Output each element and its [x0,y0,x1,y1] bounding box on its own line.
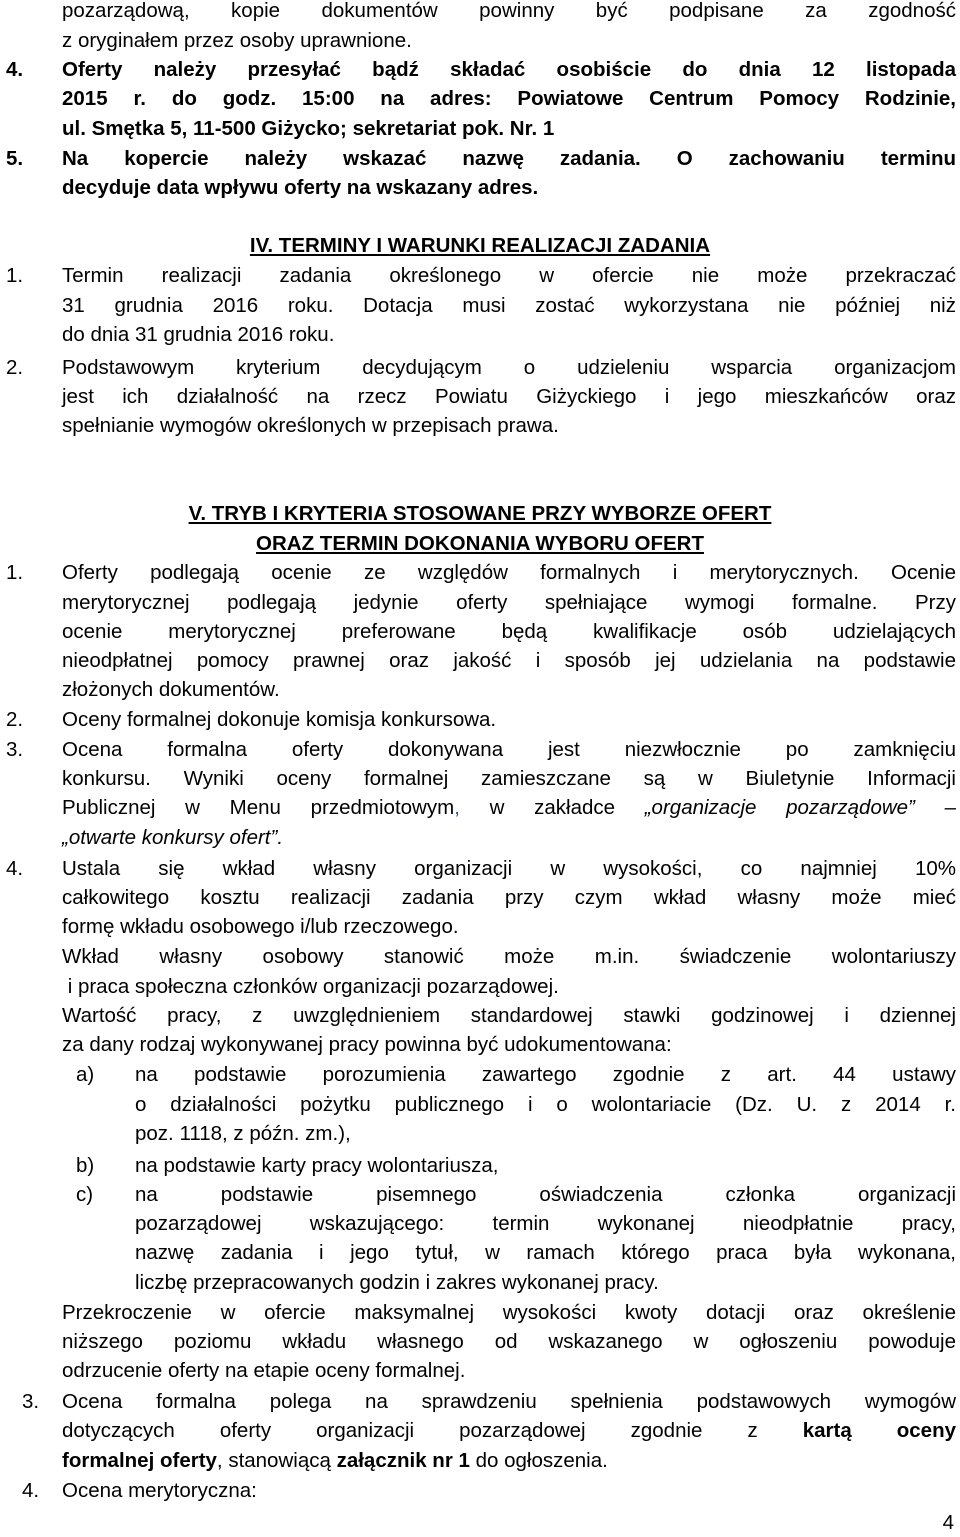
paragraph-line: ocenie merytorycznej preferowane będą kwalifikacje osób udzielających [62,620,956,643]
text-run: Publicznej w Menu przedmiotowym [62,796,455,819]
paragraph-line: Ustala się wkład własny organizacji w wysokości, co najmniej 10% [62,857,956,880]
list-number: 4. [6,857,24,880]
text-run-bold: załącznik nr 1 [336,1449,470,1472]
paragraph-line: liczbę przepracowanych godzin i zakres wykonanej pracy. [135,1271,659,1294]
paragraph-line: poz. 1118, z późn. zm.), [135,1122,351,1145]
paragraph-line: Ocena merytoryczna: [62,1479,257,1502]
paragraph-line: Oceny formalnej dokonuje komisja konkursowa. [62,708,497,731]
paragraph-line: spełnianie wymogów określonych w przepisach prawa. [62,414,559,437]
paragraph-line: 2015 r. do godz. 15:00 na adres: Powiatowe Centrum Pomocy Rodzinie, [62,87,956,110]
paragraph-line: decyduje data wpływu oferty na wskazany adres. [62,176,539,199]
list-number: 3. [22,1390,40,1413]
section-heading: IV. TERMINY I WARUNKI REALIZACJI ZADANIA [249,234,711,257]
paragraph-line: odrzucenie oferty na etapie oceny formalnej. [62,1359,466,1382]
paragraph-line: ul. Smętka 5, 11-500 Giżycko; sekretariat pok. Nr. 1 [62,117,555,140]
paragraph-line [62,1446,956,1475]
paragraph-line: o działalności pożytku publicznego i o wolontariacie (Dz. U. z 2014 r. [135,1093,956,1116]
paragraph-line: jest ich działalność na rzecz Powiatu Giżyckiego i jego mieszkańców oraz [62,385,956,408]
paragraph-line: Termin realizacji zadania określonego w ofercie nie może przekraczać [62,264,956,287]
paragraph-line: pozarządowej wskazującego: termin wykonanej nieodpłatnie pracy, [135,1212,956,1235]
paragraph-line: do dnia 31 grudnia 2016 roku. [62,323,335,346]
paragraph-line: na podstawie pisemnego oświadczenia członka organizacji [135,1183,956,1206]
paragraph-line [62,793,956,822]
paragraph-line: Oferty należy przesyłać bądź składać osobiście do dnia 12 listopada [62,58,956,81]
paragraph-line: za dany rodzaj wykonywanej pracy powinna być udokumentowana: [62,1033,672,1056]
text-run: , [454,796,460,819]
paragraph-line: Oferty podlegają ocenie ze względów formalnych i merytorycznych. Ocenie [62,561,956,584]
text-run-bold: formalnej oferty [62,1449,217,1472]
text-run: w zakładce [459,796,645,819]
paragraph-line: 31 grudnia 2016 roku. Dotacja musi zostać wykorzystana nie później niż [62,294,956,317]
paragraph-line: całkowitego kosztu realizacji zadania przy czym wkład własny może mieć [62,886,956,909]
paragraph-line: Ocena formalna polega na sprawdzeniu spełnienia podstawowych wymogów [62,1390,956,1413]
list-number: 2. [6,356,24,379]
text-run: do ogłoszenia. [469,1449,608,1472]
paragraph-line: Podstawowym kryterium decydującym o udzieleniu wsparcia organizacjom [62,356,956,379]
section-heading: V. TRYB I KRYTERIA STOSOWANE PRZY WYBORZE OFERT [188,502,772,525]
list-number: 4. [22,1479,40,1502]
paragraph-line: niższego poziomu wkładu własnego od wskazanego w ogłoszeniu powoduje [62,1330,956,1353]
paragraph-line [62,1416,956,1445]
list-number: 5. [6,147,24,170]
list-number: 3. [6,738,24,761]
paragraph-line: merytorycznej podlegają jedynie oferty spełniające wymogi formalne. Przy [62,591,956,614]
paragraph-line: i praca społeczna członków organizacji pozarządowej. [62,975,559,998]
list-label: a) [76,1063,95,1086]
text-run: , stanowiącą [216,1449,337,1472]
text-run: dotyczących oferty organizacji pozarządowej zgodnie z [62,1419,803,1442]
paragraph-line: na podstawie karty pracy wolontariusza, [135,1154,499,1177]
paragraph-line: konkursu. Wyniki oceny formalnej zamieszczane są w Biuletynie Informacji [62,767,956,790]
paragraph-line: z oryginałem przez osoby uprawnione. [62,29,412,52]
list-number: 4. [6,58,24,81]
list-number: 1. [6,561,24,584]
paragraph-line: Wkład własny osobowy stanowić może m.in. świadczenie wolontariuszy [62,945,956,968]
paragraph-line: na podstawie porozumienia zawartego zgodnie z art. 44 ustawy [135,1063,956,1086]
paragraph-line: „otwarte konkursy ofert”. [62,826,284,849]
paragraph-line: formę wkładu osobowego i/lub rzeczowego. [62,915,459,938]
paragraph-line: Przekroczenie w ofercie maksymalnej wysokości kwoty dotacji oraz określenie [62,1301,956,1324]
paragraph-line: nieodpłatnej pomocy prawnej oraz jakość i sposób jej udzielania na podstawie [62,649,956,672]
paragraph-line: Wartość pracy, z uwzględnieniem standardowej stawki godzinowej i dziennej [62,1004,956,1027]
paragraph-line: złożonych dokumentów. [62,678,280,701]
paragraph-line: pozarządową, kopie dokumentów powinny być podpisane za zgodność [62,0,956,22]
section-heading: ORAZ TERMIN DOKONANIA WYBORU OFERT [256,532,704,555]
text-run-italic: „organizacje pozarządowe” – [644,796,956,819]
paragraph-line: Ocena formalna oferty dokonywana jest niezwłocznie po zamknięciu [62,738,956,761]
page-number: 4 [942,1511,954,1534]
list-label: b) [76,1154,95,1177]
paragraph-line: Na kopercie należy wskazać nazwę zadania. O zachowaniu terminu [62,147,956,170]
paragraph-line: nazwę zadania i jego tytuł, w ramach którego praca była wykonana, [135,1241,956,1264]
list-label: c) [76,1183,94,1206]
list-number: 1. [6,264,24,287]
list-number: 2. [6,708,24,731]
text-run-bold: kartą oceny [802,1419,957,1442]
